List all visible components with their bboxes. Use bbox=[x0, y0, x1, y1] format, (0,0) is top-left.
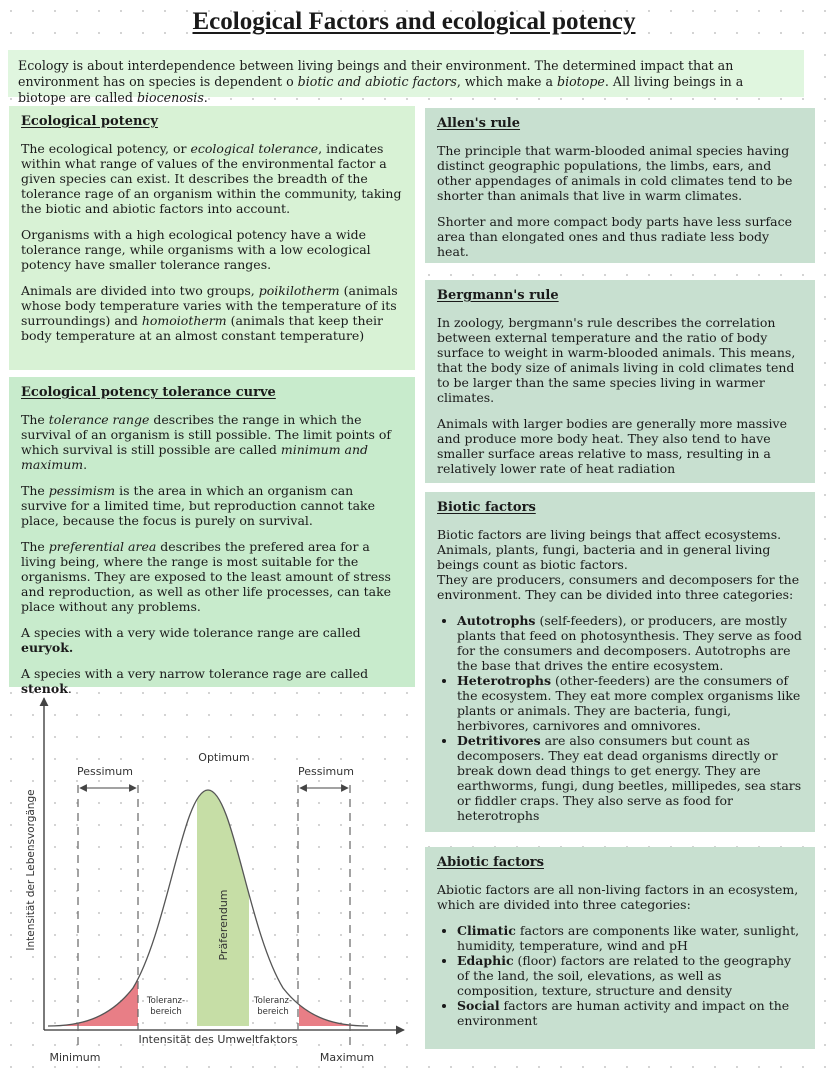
toleranz-left-line2: bereich bbox=[150, 1007, 182, 1017]
allens-rule-section bbox=[425, 108, 815, 263]
potency-paragraph-3: Animals are divided into two groups, poikilotherm (animals whose body temperature varies with the temperature of its surroundings) and homoiotherm (animals that keep their body temperature at an almost constant temperature) bbox=[21, 283, 398, 343]
tolerance-paragraph-1: The tolerance range describes the range in which the survival of an organism is still possible. The limit points of which survival is still possible are called minimum and maximum. bbox=[21, 412, 392, 472]
pessimum-left-label: Pessimum bbox=[77, 765, 133, 778]
abiotic-factors-section bbox=[425, 847, 815, 1049]
biotic-factors-heading: Biotic factors bbox=[437, 500, 536, 515]
biotic-factors-section bbox=[425, 492, 815, 832]
toleranz-right-line2: bereich bbox=[257, 1007, 289, 1017]
bergmanns-rule-heading: Bergmann's rule bbox=[437, 288, 559, 303]
biotic-paragraph-2: They are producers, consumers and decomposers for the environment. They can be divided into three categories: bbox=[437, 572, 800, 602]
abiotic-list bbox=[437, 923, 803, 1028]
toleranz-right-line1: Toleranz- bbox=[253, 996, 293, 1006]
pessimum-right-area bbox=[299, 960, 389, 1030]
abiotic-factors-heading: Abiotic factors bbox=[437, 855, 544, 870]
allens-rule-heading: Allen's rule bbox=[437, 116, 521, 131]
bergmanns-rule-section bbox=[425, 280, 815, 483]
tolerance-paragraph-3: The preferential area describes the prefered area for a living being, where the range is most suitable for the organisms. They are exposed to the least amount of stress and reproduction, as well as other life processes, can take place without any problems. bbox=[21, 539, 392, 614]
page-title: Ecological Factors and ecological potency bbox=[192, 8, 636, 35]
pessimum-right-label: Pessimum bbox=[298, 765, 354, 778]
maximum-label: Maximum bbox=[319, 1051, 375, 1064]
preferendum-label: Präferendum bbox=[217, 889, 230, 961]
biotic-paragraph-1: Biotic factors are living beings that affect ecosystems. Animals, plants, fungi, bacteria and in general living beings count as biotic factors. bbox=[437, 527, 782, 572]
allen-paragraph-1: The principle that warm-blooded animal species having distinct geographic populations, the limbs, ears, and other appendages of animals in cold climates tend to be shorter than animals that live in warm climates. bbox=[437, 143, 793, 203]
tolerance-paragraph-5: A species with a very narrow tolerance rage are called stenok. bbox=[21, 666, 369, 696]
list-item: • Social factors are human activity and impact on the environment bbox=[457, 998, 803, 1028]
intro-box bbox=[8, 50, 804, 105]
biotic-list bbox=[437, 613, 803, 823]
tolerance-paragraph-2: The pessimism is the area in which an organism can survive for a limited time, but reproduction cannot take place, because the focus is purely on survival. bbox=[21, 483, 375, 528]
optimum-label: Optimum bbox=[198, 751, 250, 764]
bergmann-paragraph-2: Animals with larger bodies are generally more massive and produce more body heat. They also tend to have smaller surface areas relative to mass, resulting in a relatively lower rate of heat radiation bbox=[437, 416, 788, 476]
list-item: • Climatic factors are components like water, sunlight, humidity, temperature, wind and pH bbox=[457, 923, 803, 953]
tolerance-curve-diagram bbox=[8, 690, 408, 1065]
list-item: • Edaphic (floor) factors are related to the geography of the land, the soil, elevations, as well as composition, texture, structure and density bbox=[457, 953, 803, 998]
bergmann-paragraph-1: In zoology, bergmann's rule describes the correlation between external temperature and the ratio of body surface to weight in warm-blooded animals. This means, that the body size of animals living in cold climates tend to be larger than the same species living in warmer climates. bbox=[437, 315, 796, 405]
list-item: • Autotrophs (self-feeders), or producers, are mostly plants that feed on photosynthesis. They serve as food for the consumers and decomposers. Autotrophs are the base that drives the entire ecosystem. bbox=[457, 613, 803, 673]
tolerance-curve-section bbox=[9, 377, 415, 696]
tolerance-paragraph-4: A species with a very wide tolerance range are called euryok. bbox=[21, 625, 361, 655]
list-item: • Detritivores are also consumers but count as decomposers. They eat dead organisms directly or break down dead things to get energy. They are earthworms, fungi, dung beetles, millipedes, sea stars or fiddler craps. They also serve as food for heterotrophs bbox=[457, 733, 803, 823]
minimum-label: Minimum bbox=[49, 1051, 101, 1064]
intro-text: Ecology is about interdependence between living beings and their environment. The determined impact that an environment has on species is dependent o biotic and abiotic factors, which make a biotope. All living beings in a biotope are called biocenosis. bbox=[18, 58, 744, 105]
pessimum-left-area bbox=[48, 960, 138, 1030]
x-axis-label: Intensität des Umweltfaktors bbox=[138, 1033, 298, 1046]
allen-paragraph-2: Shorter and more compact body parts have less surface area than elongated ones and thus radiate less body heat. bbox=[437, 214, 792, 259]
tolerance-curve-heading: Ecological potency tolerance curve bbox=[21, 385, 276, 400]
list-item: • Heterotrophs (other-feeders) are the consumers of the ecosystem. They eat more complex organisms like plants or animals. They are bacteria, fungi, herbivores, carnivores and omnivores. bbox=[457, 673, 803, 733]
y-axis-label: Intensität der Lebensvorgänge bbox=[25, 789, 37, 951]
abiotic-paragraph-1: Abiotic factors are all non-living factors in an ecosystem, which are divided into three categories: bbox=[437, 882, 799, 912]
ecological-potency-heading: Ecological potency bbox=[21, 114, 158, 129]
toleranz-left-line1: Toleranz- bbox=[146, 996, 186, 1006]
ecological-potency-section bbox=[9, 106, 415, 370]
potency-paragraph-2: Organisms with a high ecological potency have a wide tolerance range, while organisms with a low ecological potency have smaller tolerance ranges. bbox=[21, 227, 371, 272]
potency-paragraph-1: The ecological potency, or ecological tolerance, indicates within what range of values of the environmental factor a given species can exist. It describes the breadth of the tolerance rage of an organism within the community, taking the biotic and abiotic factors into account. bbox=[21, 141, 402, 216]
